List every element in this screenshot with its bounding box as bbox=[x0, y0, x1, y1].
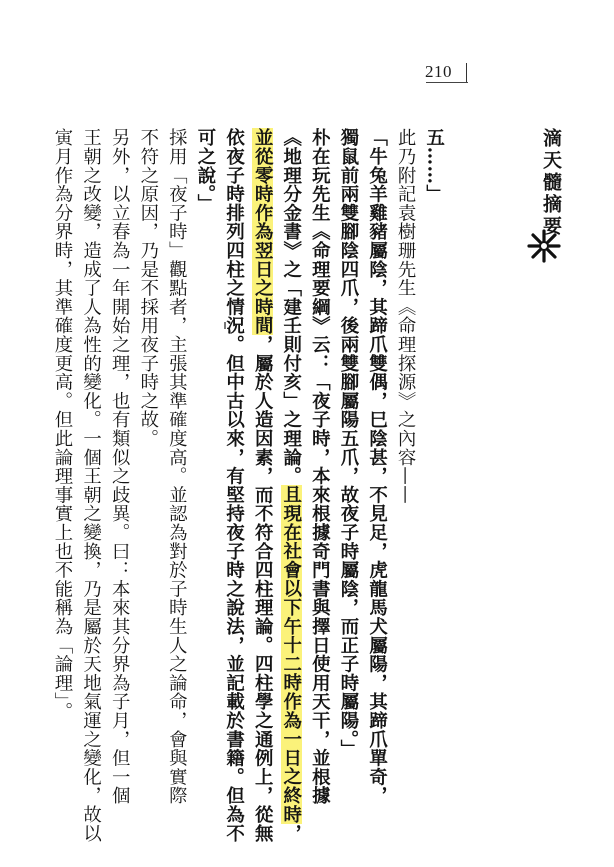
highlighted-text: 且現在社會以下午十二時作為一日之終時 bbox=[280, 485, 302, 824]
highlighted-text: 並從零時作為翌日之時間 bbox=[252, 128, 274, 335]
text-line: 另外，以立春為一年開始之理，也有類似之歧異。曰：本來其分界為子月，但一個 bbox=[109, 128, 131, 805]
text-line: 獨鼠前兩雙腳陰四爪，後兩雙腳屬陽五爪，故夜子時屬陰，而正子時屬陽。」 bbox=[337, 128, 359, 758]
text-segment: ，屬於人造因素，而不符合四柱理論。四柱學之通例上，從無 bbox=[252, 334, 274, 843]
text-line: 此乃附記袁樹珊先生《命理探源》之內容—— bbox=[395, 128, 417, 504]
text-line: 依夜子時排列四柱之情況。但中古以來，有堅持夜子時之說法，並記載於書籍。但為不 bbox=[223, 128, 245, 843]
text-line: 朴在玩先生《命理要綱》云：「夜子時，本來根據奇門書與擇日使用天干，並根據 bbox=[309, 128, 331, 805]
text-line-highlighted bbox=[252, 128, 273, 848]
text-line: 可之說。」 bbox=[194, 128, 216, 213]
section-heading: 五……」 bbox=[423, 128, 445, 204]
asterisk-flower-ornament-icon bbox=[526, 228, 562, 264]
body-text bbox=[52, 128, 445, 848]
text-line-highlighted bbox=[281, 128, 302, 848]
text-line: 寅月作為分界時，其準確度更高。但此論理事實上也不能稱為「論理」。 bbox=[52, 128, 73, 721]
page-number: 210 bbox=[425, 62, 452, 81]
page-number-underline bbox=[426, 82, 468, 83]
text-line: 「牛兔羊雞豬屬陰，其蹄爪雙偶，巳陰甚，不見足，虎龍馬犬屬陽，其蹄爪單奇， bbox=[366, 128, 388, 805]
text-segment: ， bbox=[280, 823, 302, 843]
running-title: 滴天髓摘要 bbox=[540, 128, 562, 238]
page-number-rule bbox=[466, 63, 467, 82]
text-line: 不符之原因，乃是不採用夜子時之故。 bbox=[137, 128, 159, 448]
text-segment: 《地理分金書》之「建壬則付亥」之理論。 bbox=[280, 128, 302, 486]
text-line: 王朝之改變，造成了人為性的變化。一個王朝之變換，乃是屬於天地氣運之變化，故以 bbox=[80, 128, 102, 843]
text-line: 採用「夜子時」觀點者，主張其準確度高。並認為對於子時生人之論命，會與實際 bbox=[166, 128, 188, 805]
